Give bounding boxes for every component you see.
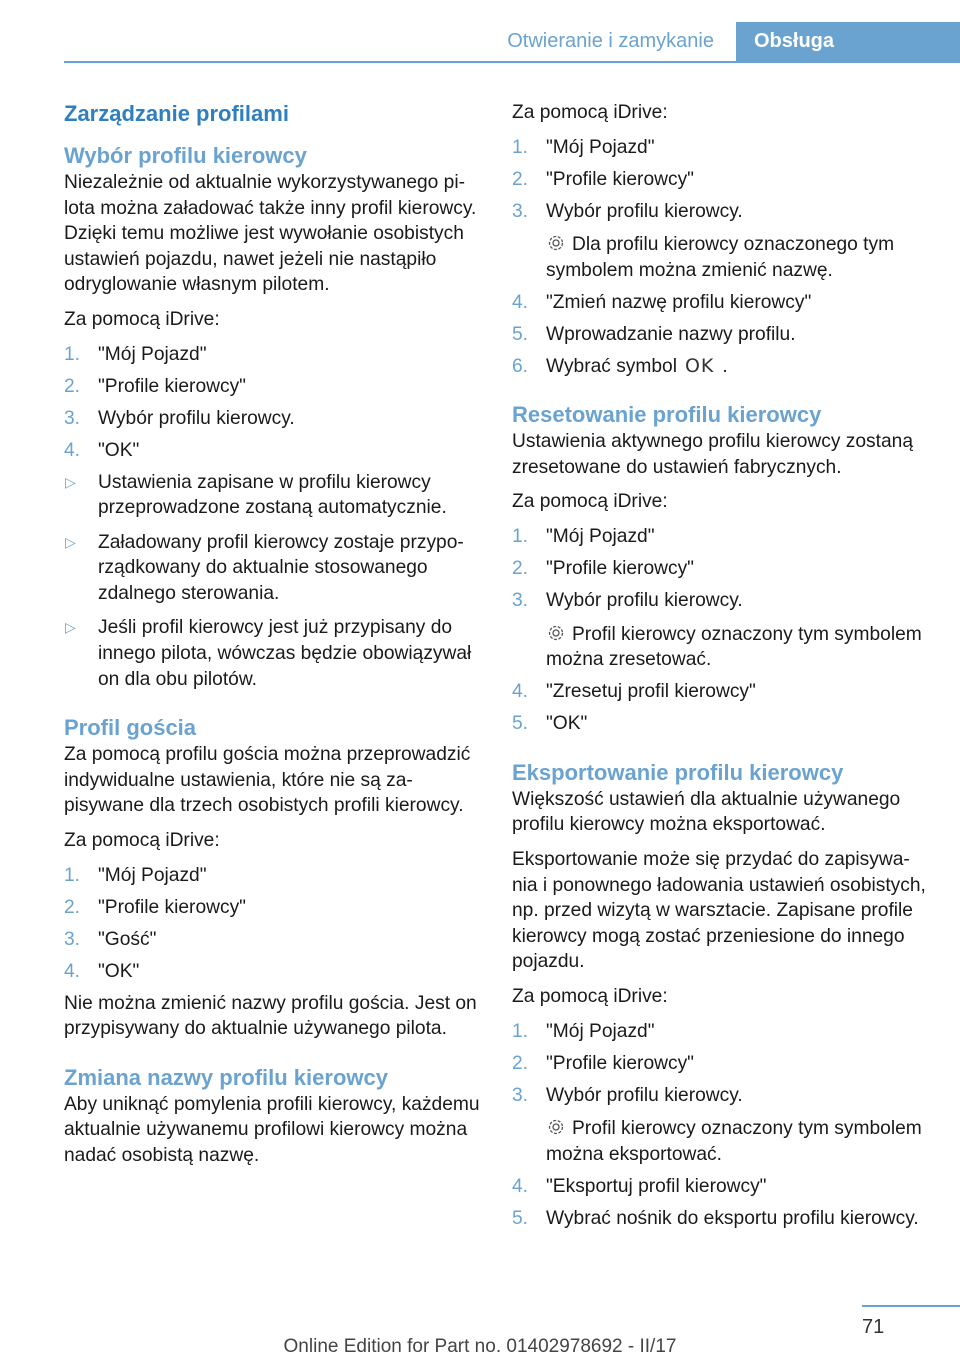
edition-footer: Online Edition for Part no. 01402978692 - II/17 [283, 1336, 677, 1357]
steps-select-profile [64, 342, 480, 464]
header-rule [64, 61, 960, 63]
list-item: ▷ Ustawienia zapisane w profilu kierowcy przeprowadzone zostaną automatycznie. [65, 471, 447, 519]
page-header [0, 0, 960, 62]
heading-reset-profile: Resetowanie profilu kierowcy [512, 402, 822, 428]
paragraph-guest-note: Nie można zmienić nazwy profilu gościa. Jest on przypisywany do aktualnie używanego pilota. [64, 992, 477, 1040]
list-item: ▷ Załadowany profil kierowcy zostaje przyporządkowany do aktualnie stosowanego zdalnego sterowania. [65, 531, 464, 604]
header-chapter-tab: Obsługa [736, 22, 960, 62]
triangle-bullet-icon: ▷ [65, 473, 76, 490]
page-number: 71 [862, 1316, 885, 1338]
gear-icon [546, 1117, 566, 1137]
bullets-select-profile [64, 470, 480, 693]
list-item: 4. "Zresetuj profil kierowcy" [512, 681, 756, 703]
list-item: 2. "Profile kierowcy" [512, 168, 694, 190]
right-column [512, 100, 928, 1238]
paragraph-export-profile: Większość ustawień dla aktualnie używanego profilu kierowcy można eksportować. [512, 788, 901, 836]
list-item: 5. Wprowadzanie nazwy profilu. [512, 323, 796, 345]
idrive-label: Za pomocą iDrive: [64, 308, 220, 330]
list-item: 6. Wybrać symbol OK . [512, 354, 928, 380]
list-item: 3. "Gość" [64, 928, 157, 950]
paragraph-reset-profile: Ustawienia aktywnego profilu kierowcy zostaną zresetowane do ustawień fabrycznych. [512, 431, 913, 478]
heading-export-profile: Eksportowanie profilu kierowcy [512, 759, 844, 785]
heading-rename-profile: Zmiana nazwy profilu kierowcy [64, 1064, 388, 1090]
left-column [64, 100, 480, 1178]
steps-guest-profile [64, 863, 480, 985]
paragraph-rename-profile: Aby uniknąć pomylenia profili kierowcy, każdemu aktualnie używanemu profilowi kierowcy można nadać osobistą nazwę. [64, 1093, 480, 1166]
gear-icon [546, 233, 566, 253]
list-item: 3. Wybór profilu kierowcy. Dla profilu kierowcy oznaczonego tym symbolem można zmienić nazwę. [512, 200, 895, 281]
list-item: 1. "Mój Pojazd" [512, 136, 655, 158]
list-item: 4. "Eksportuj profil kierowcy" [512, 1175, 767, 1197]
list-item: 2. "Profile kierowcy" [512, 1052, 694, 1074]
list-item: 2. "Profile kierowcy" [64, 375, 246, 397]
idrive-label: Za pomocą iDrive: [64, 830, 220, 852]
footer-rule [862, 1305, 960, 1307]
steps-export-profile [512, 1019, 928, 1232]
triangle-bullet-icon: ▷ [65, 533, 76, 550]
list-item: 4. "OK" [64, 439, 140, 461]
steps-rename-profile [512, 135, 928, 380]
list-item: 3. Wybór profilu kierowcy. Profil kierowcy oznaczony tym symbolem można eksportować. [512, 1084, 922, 1165]
ok-symbol-icon: OK [684, 354, 715, 377]
list-item: 5. "OK" [512, 713, 588, 735]
section-title-profiles: Zarządzanie profilami [64, 101, 289, 126]
idrive-label: Za pomocą iDrive: [512, 985, 668, 1007]
list-item: 1. "Mój Pojazd" [64, 343, 207, 365]
list-item: 3. Wybór profilu kierowcy. [64, 407, 295, 429]
list-item: 4. "Zmień nazwę profilu kierowcy" [512, 291, 812, 313]
heading-guest-profile: Profil gościa [64, 715, 197, 741]
idrive-label: Za pomocą iDrive: [512, 102, 668, 123]
list-item: 2. "Profile kierowcy" [64, 896, 246, 918]
list-item: 4. "OK" [64, 960, 140, 982]
list-item: 5. Wybrać nośnik do eksportu profilu kierowcy. [512, 1207, 919, 1229]
triangle-bullet-icon: ▷ [65, 619, 76, 636]
list-item: 1. "Mój Pojazd" [512, 526, 655, 548]
header-section-title: Otwieranie i zamykanie [507, 30, 714, 52]
gear-icon [546, 623, 566, 643]
idrive-label: Za pomocą iDrive: [512, 491, 668, 513]
paragraph-select-profile: Niezależnie od aktualnie wykorzystywanego pilota można załadować także inny profil kierowcy. Dzięki temu możliwe jest wywołanie osobistych ustawień pojazdu, nawet jeżeli nie nastąpiło odryglowanie własnym pilotem. [64, 172, 477, 296]
list-item: ▷ Jeśli profil kierowcy jest już przypisany do innego pilota, wówczas będzie obowiązywał on dla obu pilotów. [65, 617, 472, 690]
paragraph-export-detail: Eksportowanie może się przydać do zapisywania i ponownego ładowania ustawień osobistych, np. przed wizytą w warsztacie. Zapisane profile kierowcy mogą zostać przeniesione do innego pojazdu. [512, 848, 926, 973]
list-item: 3. Wybór profilu kierowcy. Profil kierowcy oznaczony tym symbolem można zresetować. [512, 590, 922, 671]
list-item: 2. "Profile kierowcy" [512, 558, 694, 580]
list-item: 1. "Mój Pojazd" [64, 864, 207, 886]
paragraph-guest-profile: Za pomocą profilu gościa można przeprowadzić indywidualne ustawienia, które nie są zapisywane dla trzech osobistych profili kierowcy. [64, 744, 471, 817]
list-item: 1. "Mój Pojazd" [512, 1020, 655, 1042]
steps-reset-profile [512, 524, 928, 737]
heading-select-profile: Wybór profilu kierowcy [64, 143, 307, 168]
